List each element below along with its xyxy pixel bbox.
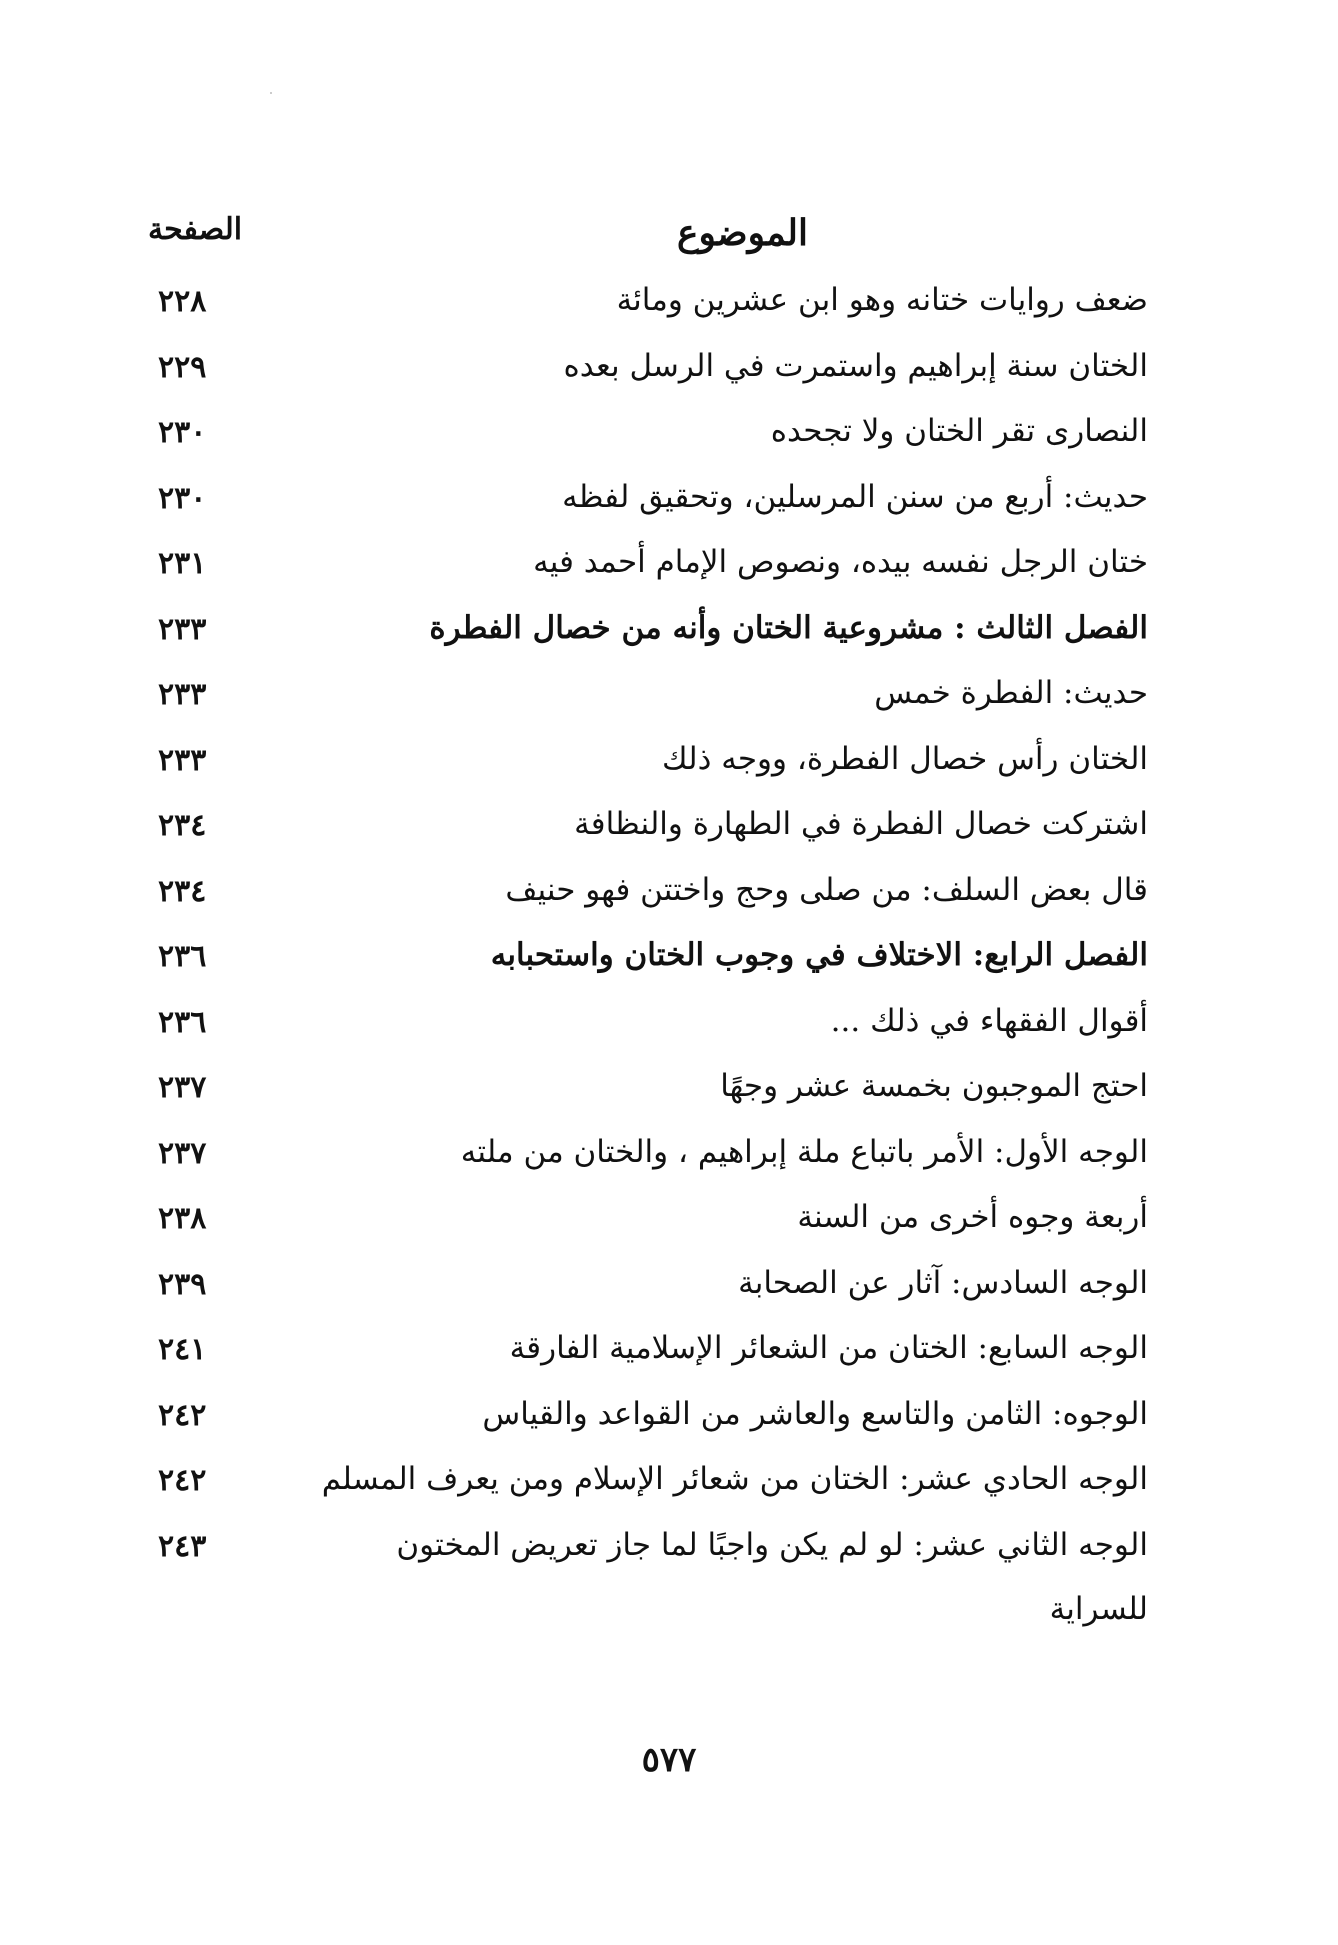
toc-entry bbox=[148, 403, 1188, 469]
toc-entry bbox=[148, 1189, 1188, 1255]
entry-topic: أقوال الفقهاء في ذلك ... bbox=[830, 1002, 1148, 1039]
entry-topic: الوجه الحادي عشر: الختان من شعائر الإسلام ومن يعرف المسلم bbox=[321, 1461, 1148, 1497]
toc-entry bbox=[148, 993, 1188, 1059]
toc-chapter-entry bbox=[148, 600, 1188, 666]
entry-page: ٢٤١ bbox=[158, 1332, 207, 1367]
entry-topic: حديث: الفطرة خمس bbox=[874, 675, 1148, 711]
toc-header bbox=[148, 212, 1188, 272]
entry-page: ٢٣٦ bbox=[158, 1004, 207, 1040]
entry-page: ٢٣٩ bbox=[158, 1266, 207, 1302]
entry-topic: الوجه الأول: الأمر باتباع ملة إبراهيم ، والختان من ملته bbox=[460, 1133, 1148, 1170]
toc-entry bbox=[148, 1386, 1188, 1452]
entry-page: ٢٣٧ bbox=[158, 1070, 207, 1105]
toc-entry bbox=[148, 469, 1188, 535]
entry-topic: الوجوه: الثامن والتاسع والعاشر من القواعد والقياس bbox=[482, 1395, 1148, 1432]
entry-topic: الختان سنة إبراهيم واستمرت في الرسل بعده bbox=[563, 347, 1148, 384]
entry-page: ٢٣٣ bbox=[158, 677, 207, 712]
entry-topic: الختان رأس خصال الفطرة، ووجه ذلك bbox=[662, 740, 1148, 777]
entry-topic: ختان الرجل نفسه بيده، ونصوص الإمام أحمد فيه bbox=[533, 544, 1148, 580]
entry-topic: أربعة وجوه أخرى من السنة bbox=[797, 1199, 1148, 1235]
toc-entry bbox=[148, 338, 1188, 404]
entry-page: ٢٣٧ bbox=[158, 1135, 207, 1171]
page-column-heading: الصفحة bbox=[148, 212, 243, 247]
entry-topic: الوجه السابع: الختان من الشعائر الإسلامية الفارقة bbox=[509, 1330, 1148, 1366]
entry-topic: الفصل الثالث : مشروعية الختان وأنه من خصال الفطرة bbox=[429, 609, 1148, 646]
entry-page: ٢٢٩ bbox=[158, 349, 207, 385]
entry-page: ٢٣٦ bbox=[158, 939, 207, 974]
scan-speck bbox=[270, 92, 272, 94]
entry-page: ٢٤٣ bbox=[158, 1528, 207, 1564]
entry-page: ٢٣١ bbox=[158, 546, 207, 581]
entry-topic: الوجه السادس: آثار عن الصحابة bbox=[738, 1264, 1148, 1301]
entry-topic: الوجه الثاني عشر: لو لم يكن واجبًا لما جاز تعريض المختون bbox=[396, 1526, 1148, 1563]
entry-topic: اشتركت خصال الفطرة في الطهارة والنظافة bbox=[574, 806, 1148, 842]
entry-page: ٢٣٣ bbox=[158, 742, 207, 778]
toc-entry bbox=[148, 1255, 1188, 1321]
toc-entry bbox=[148, 1517, 1188, 1627]
entry-page: ٢٢٨ bbox=[158, 284, 207, 319]
toc-entry bbox=[148, 862, 1188, 928]
entry-page: ٢٣٨ bbox=[158, 1201, 207, 1236]
entry-page: ٢٣٤ bbox=[158, 873, 207, 909]
entry-topic: حديث: أربع من سنن المرسلين، وتحقيق لفظه bbox=[562, 478, 1148, 515]
entry-page: ٢٣٤ bbox=[158, 808, 207, 843]
page-number: ٥٧٧ bbox=[641, 1740, 697, 1780]
entry-page: ٢٣٣ bbox=[158, 611, 207, 647]
toc-entry bbox=[148, 272, 1188, 338]
entry-page: ٢٣٠ bbox=[158, 480, 207, 516]
toc-entry bbox=[148, 1320, 1188, 1386]
toc-entry bbox=[148, 534, 1188, 600]
toc-chapter-entry bbox=[148, 927, 1188, 993]
entry-topic: النصارى تقر الختان ولا تجحده bbox=[770, 413, 1148, 449]
toc-entry bbox=[148, 1058, 1188, 1124]
toc-entry bbox=[148, 731, 1188, 797]
entry-topic: الفصل الرابع: الاختلاف في وجوب الختان واستحبابه bbox=[490, 937, 1148, 973]
entry-page: ٢٣٠ bbox=[158, 415, 207, 450]
entry-topic: قال بعض السلف: من صلى وحج واختتن فهو حنيف bbox=[505, 871, 1148, 908]
topic-column-heading: الموضوع bbox=[676, 212, 808, 254]
entry-topic-continuation: للسراية bbox=[1049, 1590, 1148, 1627]
toc-entries bbox=[148, 272, 1188, 1627]
entry-topic: احتج الموجبون بخمسة عشر وجهًا bbox=[720, 1068, 1148, 1104]
toc-entry bbox=[148, 796, 1188, 862]
entry-page: ٢٤٢ bbox=[158, 1397, 207, 1433]
entry-page: ٢٤٢ bbox=[158, 1463, 207, 1498]
toc-entry bbox=[148, 665, 1188, 731]
toc-entry bbox=[148, 1451, 1188, 1517]
toc-entry bbox=[148, 1124, 1188, 1190]
entry-topic: ضعف روايات ختانه وهو ابن عشرين ومائة bbox=[616, 282, 1148, 318]
